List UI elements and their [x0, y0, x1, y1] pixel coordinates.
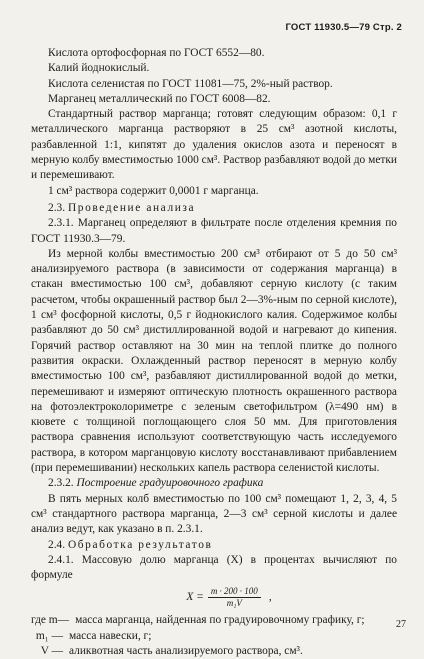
- document-body: [31, 46, 397, 659]
- concentration-note: 1 см³ раствора содержит 0,0001 г марганца.: [48, 184, 259, 197]
- definition-symbol: V —: [40, 644, 63, 657]
- page-header: ГОСТ 11930.5—79 Стр. 2: [285, 22, 402, 33]
- definition-text: масса навески, г;: [69, 629, 152, 642]
- definition-symbol: где m—: [31, 614, 70, 627]
- section-number: 2.4.: [48, 538, 66, 551]
- subsection-title: Построение градуировочного графика: [76, 477, 264, 490]
- section-heading: [31, 538, 397, 553]
- subsection-number: 2.3.2.: [48, 477, 74, 490]
- reagent-line: Кислота селенистая по ГОСТ 11081—75, 2%-ный раствор.: [48, 77, 333, 90]
- procedure-paragraph: Из мерной колбы вместимостью 200 см³ отбирают от 5 до 50 см³ анализируемого раствора (в зависимости от содержания марганца) в стакан вместимостью 100 см³, добавляют серную кислоту (с таким расчетом, чтобы окрашенный раствор был 2—3%-ным по серной кислоте), 1 см³ фосфорной кислоты, 0,5 г йоднокислого калия. Содержимое колбы разбавляют до 50 см³ дистиллированной водой и нагревают до кипения. Горячий раствор оставляют на 30 мин на теплой плитке до полного развития окраски. Охлажденный раствор переносят в мерную колбу вместимостью 100 см³, разбавляют дистиллированной водой до метки, перемешивают и измеряют оптическую плотность окрашенного раствора на фотоэлектроколориметре с зеленым светофильтром (λ=490 нм) в кювете с толщиной поглощающего слоя 50 мм. Для приготовления раствора сравнения используют соответствующую часть исследуемого раствора, в котором марганцовую кислоту восстанавливают прибавлением (при перемешивании) нескольких капель раствора селенистой кислоты.: [31, 247, 397, 475]
- paragraph-2-3-1: 2.3.1. Марганец определяют в фильтрате после отделения кремния по ГОСТ 11930.3—79.: [31, 217, 397, 245]
- definition-text: аликвотная часть анализируемого раствора, см³.: [69, 644, 303, 657]
- definition-symbol: m₁ —: [35, 629, 63, 642]
- subsection-heading: [31, 476, 397, 491]
- formula: [61, 586, 397, 609]
- definition-item: [31, 613, 397, 628]
- formula-denominator: m₁V: [226, 598, 242, 609]
- definition-text: масса марганца, найденная по градуировочному графику, г;: [75, 614, 365, 627]
- page-number: 27: [396, 619, 406, 630]
- paragraph-2-4-1: 2.4.1. Массовую долю марганца (X) в процентах вычисляют по формуле: [31, 553, 397, 582]
- reagent-line: Калий йоднокислый.: [48, 62, 150, 75]
- formula-lhs: X =: [186, 591, 204, 604]
- section-title: Обработка результатов: [67, 538, 213, 551]
- formula-tail: ,: [268, 591, 272, 604]
- section-number: 2.3.: [48, 201, 66, 214]
- standard-solution-paragraph: Стандартный раствор марганца; готовят следующим образом: 0,1 г металлического марганца растворяют в 25 см³ азотной кислоты, разбавленной 1:1, кипятят до удаления окислов азота и переносят в мерную колбу вместимостью 1000 см³. Раствор разбавляют водой до метки и перемешивают.: [31, 108, 397, 182]
- calibration-paragraph: В пять мерных колб вместимостью по 100 см³ помещают 1, 2, 3, 4, 5 см³ стандартного раствора марганца, 2—3 см³ серной кислоты и далее анализ ведут, как указано в п. 2.3.1.: [31, 492, 397, 536]
- section-heading: [31, 201, 397, 216]
- formula-fraction: [208, 586, 261, 609]
- definition-item: [31, 629, 397, 644]
- reagent-line: Кислота ортофосфорная по ГОСТ 6552—80.: [48, 47, 265, 59]
- formula-numerator: m · 200 · 100: [208, 586, 261, 598]
- section-title: Проведение анализа: [67, 201, 196, 214]
- reagent-line: Марганец металлический по ГОСТ 6008—82.: [48, 92, 271, 105]
